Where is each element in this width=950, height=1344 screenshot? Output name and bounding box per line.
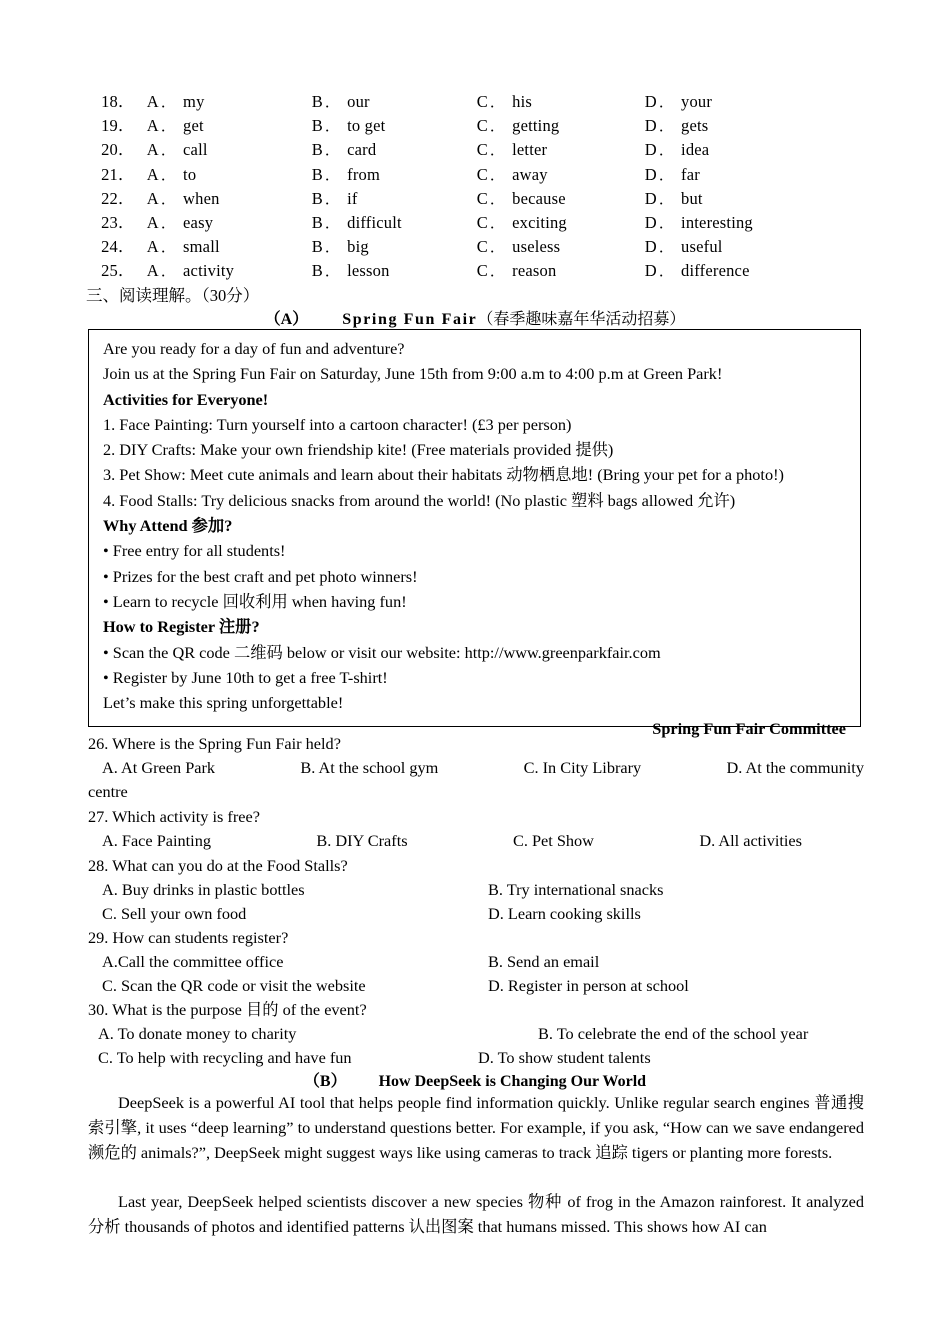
option-c[interactable] — [477, 139, 645, 160]
question-30-option-d[interactable]: D. To show student talents — [478, 1048, 651, 1068]
option-a-text: call — [183, 140, 208, 160]
advert-bullet: • Scan the QR code 二维码 below or visit our website: http://www.greenparkfair.com — [103, 642, 661, 662]
option-letter-d: D — [644, 212, 657, 232]
passage-b-label: （B） — [303, 1073, 347, 1090]
option-b[interactable] — [312, 236, 477, 257]
option-a-text: small — [183, 237, 220, 257]
option-d[interactable] — [645, 188, 703, 209]
advert-closing-line: Let’s make this spring unforgettable! — [103, 693, 344, 713]
option-b-text: big — [347, 237, 369, 257]
option-dot: ． — [489, 143, 506, 160]
option-d-text: far — [681, 164, 700, 184]
option-b[interactable] — [312, 164, 477, 185]
option-letter-c: C — [476, 261, 488, 281]
option-dot: ． — [160, 240, 177, 257]
number-separator: ． — [118, 116, 135, 136]
spacer — [215, 756, 300, 780]
spacer — [438, 756, 523, 780]
option-letter-b: B — [311, 116, 323, 136]
spacer — [641, 756, 726, 780]
option-dot: ． — [658, 119, 675, 136]
option-a[interactable] — [138, 91, 312, 112]
option-b-text: to get — [347, 116, 386, 136]
question-28-option-a[interactable]: A. Buy drinks in plastic bottles — [102, 880, 305, 900]
passage-a-label: （A） — [264, 311, 309, 328]
option-letter-c: C — [476, 237, 488, 257]
option-dot: ． — [324, 191, 341, 208]
option-b[interactable] — [312, 188, 477, 209]
question-28-option-c[interactable]: C. Sell your own food — [102, 904, 247, 924]
question-28-option-d[interactable]: D. Learn cooking skills — [488, 904, 641, 924]
option-a-text: easy — [183, 212, 214, 232]
cloze-row — [88, 112, 868, 136]
question-29-option-d[interactable]: D. Register in person at school — [488, 976, 689, 996]
option-d-text: useful — [681, 237, 723, 257]
option-dot: ． — [489, 264, 506, 281]
option-b[interactable] — [312, 260, 477, 281]
advert-activity-item: 4. Food Stalls: Try delicious snacks from around the world! (No plastic 塑料 bags allowed 允许) — [103, 490, 736, 510]
question-26-options — [88, 756, 864, 780]
option-dot: ． — [160, 167, 177, 184]
option-b-text: difficult — [347, 212, 402, 232]
question-number: 21 — [101, 164, 118, 184]
question-27-options — [88, 829, 864, 853]
number-separator: ． — [118, 140, 135, 160]
option-letter-a: A — [146, 116, 159, 136]
question-number: 25 — [101, 261, 118, 281]
option-dot: ． — [658, 191, 675, 208]
passage-a-title-en: Spring Fun Fair — [342, 311, 478, 328]
option-d[interactable] — [645, 236, 723, 257]
option-letter-a: A — [146, 140, 159, 160]
option-dot: ． — [489, 215, 506, 232]
option-dot: ． — [324, 143, 341, 160]
cloze-row — [88, 136, 868, 160]
option-letter-c: C — [476, 116, 488, 136]
question-number: 22 — [101, 188, 118, 208]
option-letter-d: D — [644, 92, 657, 111]
option-a[interactable] — [138, 115, 312, 136]
option-dot: ． — [489, 240, 506, 257]
option-dot: ． — [160, 191, 177, 208]
option-b[interactable] — [312, 115, 477, 136]
question-28-option-b[interactable]: B. Try international snacks — [488, 880, 664, 900]
option-dot: ． — [324, 240, 341, 257]
cloze-row — [88, 257, 868, 281]
question-number: 23 — [101, 212, 118, 232]
question-30-stem: 30. What is the purpose 目的 of the event? — [88, 1000, 367, 1019]
question-26-option-d[interactable]: D. At the community — [726, 758, 864, 778]
advert-line: Join us at the Spring Fun Fair on Saturday, June 15th from 9:00 a.m to 4:00 p.m at Green Park! — [103, 364, 723, 384]
advert-activity-item: 2. DIY Crafts: Make your own friendship kite! (Free materials provided 提供) — [103, 440, 614, 460]
advert-subheading-how-to-register: How to Register 注册? — [103, 617, 260, 637]
option-dot: ． — [160, 264, 177, 281]
option-letter-d: D — [644, 116, 657, 136]
advert-bullet: • Prizes for the best craft and pet photo winners! — [103, 566, 418, 586]
number-separator: ． — [118, 261, 135, 281]
question-30-option-b[interactable]: B. To celebrate the end of the school year — [538, 1024, 809, 1044]
option-letter-a: A — [146, 261, 159, 281]
option-c[interactable] — [477, 164, 645, 185]
option-dot: ． — [324, 119, 341, 136]
cloze-row — [88, 209, 868, 233]
option-b[interactable] — [312, 212, 477, 233]
option-d[interactable] — [645, 91, 712, 112]
option-c[interactable] — [477, 91, 645, 112]
cloze-row — [88, 161, 868, 185]
option-letter-b: B — [311, 212, 323, 232]
question-29 — [88, 926, 864, 999]
option-letter-b: B — [311, 164, 323, 184]
passage-b-title-en: How DeepSeek is Changing Our World — [378, 1073, 647, 1090]
option-dot: ． — [489, 119, 506, 136]
number-separator: ． — [118, 188, 135, 208]
question-29-option-a[interactable]: A.Call the committee office — [102, 952, 284, 972]
option-d[interactable] — [645, 115, 709, 136]
option-d[interactable] — [645, 164, 700, 185]
question-26-option-a[interactable]: A. At Green Park — [102, 758, 216, 778]
option-letter-d: D — [644, 164, 657, 184]
option-letter-c: C — [476, 92, 488, 111]
option-dot: ． — [658, 264, 675, 281]
option-b[interactable] — [312, 91, 477, 112]
advert-subheading-why-attend: Why Attend 参加? — [103, 516, 233, 536]
option-d[interactable] — [645, 139, 710, 160]
option-letter-c: C — [476, 188, 488, 208]
option-dot: ． — [489, 95, 506, 111]
question-30-option-a[interactable]: A. To donate money to charity — [98, 1024, 297, 1044]
option-letter-a: A — [146, 164, 159, 184]
number-separator: ． — [118, 237, 135, 257]
option-a-text: my — [183, 92, 205, 111]
option-dot: ． — [658, 95, 675, 111]
option-letter-c: C — [476, 140, 488, 160]
option-dot: ． — [658, 143, 675, 160]
number-separator: ． — [118, 212, 135, 232]
option-a-text: when — [183, 188, 220, 208]
option-letter-d: D — [644, 188, 657, 208]
spacer — [802, 829, 864, 853]
question-27-option-b[interactable]: B. DIY Crafts — [316, 831, 408, 851]
cloze-row — [88, 233, 868, 257]
option-dot: ． — [324, 215, 341, 232]
option-c[interactable] — [477, 236, 645, 257]
passage-a-title-cn: （春季趣味嘉年华活动招募） — [477, 311, 686, 328]
advert-activity-item: 3. Pet Show: Meet cute animals and learn about their habitats 动物栖息地! (Bring your pet for a photo!) — [103, 465, 784, 485]
advert-signature: Spring Fun Fair Committee — [652, 719, 846, 739]
option-dot: ． — [324, 167, 341, 184]
advert-box — [88, 329, 861, 739]
option-dot: ． — [658, 167, 675, 184]
passage-a-title — [0, 306, 950, 329]
question-26-option-c[interactable]: C. In City Library — [523, 758, 642, 778]
option-letter-b: B — [311, 92, 323, 111]
option-letter-d: D — [644, 140, 657, 160]
question-26-option-d-wrap: centre — [88, 782, 128, 802]
option-a[interactable] — [138, 212, 312, 233]
option-c-text: letter — [512, 140, 548, 160]
question-30 — [88, 998, 864, 1071]
option-a-text: activity — [183, 261, 235, 281]
option-dot: ． — [658, 215, 675, 232]
option-letter-b: B — [311, 261, 323, 281]
option-letter-b: B — [311, 237, 323, 257]
option-b-text: our — [347, 92, 370, 111]
number-separator: ． — [118, 92, 135, 111]
option-d-text: but — [681, 188, 703, 208]
option-dot: ． — [160, 215, 177, 232]
option-c[interactable] — [477, 260, 645, 281]
option-b-text: card — [347, 140, 377, 160]
question-30-options-row1 — [88, 1022, 864, 1046]
spacer — [211, 829, 316, 853]
option-dot: ． — [324, 95, 341, 111]
advert-activity-item: 1. Face Painting: Turn yourself into a cartoon character! (£3 per person) — [103, 414, 572, 434]
option-b-text: lesson — [347, 261, 390, 281]
section-heading: 三、阅读理解。（30分） — [86, 286, 260, 305]
question-26-stem: 26. Where is the Spring Fun Fair held? — [88, 734, 341, 753]
question-28-stem: 28. What can you do at the Food Stalls? — [88, 856, 348, 875]
question-number: 24 — [101, 237, 118, 257]
option-a[interactable] — [138, 236, 312, 257]
option-d-text: interesting — [681, 212, 753, 232]
question-number: 20 — [101, 140, 118, 160]
option-b-text: from — [347, 164, 380, 184]
question-30-option-c[interactable]: C. To help with recycling and have fun — [98, 1048, 352, 1068]
number-separator: ． — [118, 164, 135, 184]
option-dot: ． — [489, 191, 506, 208]
option-d[interactable] — [645, 212, 753, 233]
question-29-stem: 29. How can students register? — [88, 928, 289, 947]
question-26 — [88, 732, 864, 805]
option-dot: ． — [489, 167, 506, 184]
passage-b-title — [0, 1068, 950, 1091]
option-letter-d: D — [644, 261, 657, 281]
option-c-text: getting — [512, 116, 560, 136]
question-number: 19 — [101, 116, 118, 136]
question-27-option-d[interactable]: D. All activities — [699, 831, 802, 851]
option-c[interactable] — [477, 212, 645, 233]
option-a-text: get — [183, 116, 204, 136]
advert-bullet: • Learn to recycle 回收利用 when having fun! — [103, 591, 407, 611]
question-27-option-c[interactable]: C. Pet Show — [512, 831, 594, 851]
option-c[interactable] — [477, 115, 645, 136]
option-c[interactable] — [477, 188, 645, 209]
option-letter-d: D — [644, 237, 657, 257]
cloze-options-grid — [88, 88, 868, 282]
option-letter-a: A — [146, 237, 159, 257]
option-letter-b: B — [311, 188, 323, 208]
question-29-options-row1 — [88, 950, 864, 974]
question-28 — [88, 854, 864, 927]
question-27-option-a[interactable]: A. Face Painting — [102, 831, 211, 851]
passage-b-paragraph-1: DeepSeek is a powerful AI tool that helps people find information quickly. Unlike regular search engines 普通搜索引擎, it uses “deep learning” to understand questions better. For example, if you ask, “How can we save endangered 濒危的 animals?”, DeepSeek might suggest ways like using cameras to track 追踪 tigers or planting more forests. — [88, 1093, 864, 1163]
option-letter-a: A — [146, 92, 159, 111]
option-d-text: gets — [681, 116, 709, 136]
option-letter-c: C — [476, 164, 488, 184]
option-dot: ． — [160, 95, 177, 111]
option-c-text: because — [512, 188, 566, 208]
option-a[interactable] — [138, 188, 312, 209]
cloze-row — [88, 185, 868, 209]
advert-subheading-activities: Activities for Everyone! — [103, 389, 269, 409]
option-d-text: idea — [681, 140, 710, 160]
option-dot: ． — [324, 264, 341, 281]
passage-b-paragraph-2: Last year, DeepSeek helped scientists discover a new species 物种 of frog in the Amazon rainforest. It analyzed 分析 thousands of photos and identified patterns 认出图案 that humans missed. This shows how AI can — [88, 1192, 864, 1237]
cloze-row — [88, 88, 868, 112]
option-letter-b: B — [311, 140, 323, 160]
option-letter-c: C — [476, 212, 488, 232]
option-d[interactable] — [645, 260, 750, 281]
question-28-options-row2 — [88, 902, 864, 926]
option-b[interactable] — [312, 139, 477, 160]
option-d-text: your — [681, 92, 713, 111]
advert-bullet: • Free entry for all students! — [103, 541, 286, 561]
question-26-option-b[interactable]: B. At the school gym — [300, 758, 439, 778]
question-27-stem: 27. Which activity is free? — [88, 807, 260, 826]
option-b-text: if — [347, 188, 358, 208]
question-30-options-row2 — [88, 1046, 864, 1070]
advert-content — [89, 330, 860, 742]
spacer — [408, 829, 513, 853]
question-number: 18 — [101, 92, 118, 111]
option-c-text: reason — [512, 261, 557, 281]
question-29-option-b[interactable]: B. Send an email — [488, 952, 600, 972]
option-dot: ． — [160, 143, 177, 160]
question-29-options-row2 — [88, 974, 864, 998]
option-d-text: difference — [681, 261, 750, 281]
option-a[interactable] — [138, 139, 312, 160]
spacer — [594, 829, 699, 853]
option-c-text: his — [512, 92, 532, 111]
question-28-options-row1 — [88, 878, 864, 902]
option-a[interactable] — [138, 164, 312, 185]
option-a[interactable] — [138, 260, 312, 281]
option-dot: ． — [160, 119, 177, 136]
advert-bullet: • Register by June 10th to get a free T-shirt! — [103, 667, 388, 687]
option-c-text: away — [512, 164, 548, 184]
option-c-text: exciting — [512, 212, 567, 232]
option-dot: ． — [658, 240, 675, 257]
option-a-text: to — [183, 164, 197, 184]
question-27 — [88, 805, 864, 853]
question-29-option-c[interactable]: C. Scan the QR code or visit the website — [102, 976, 366, 996]
option-letter-a: A — [146, 188, 159, 208]
advert-line: Are you ready for a day of fun and adventure? — [103, 339, 405, 358]
option-c-text: useless — [512, 237, 561, 257]
option-letter-a: A — [146, 212, 159, 232]
